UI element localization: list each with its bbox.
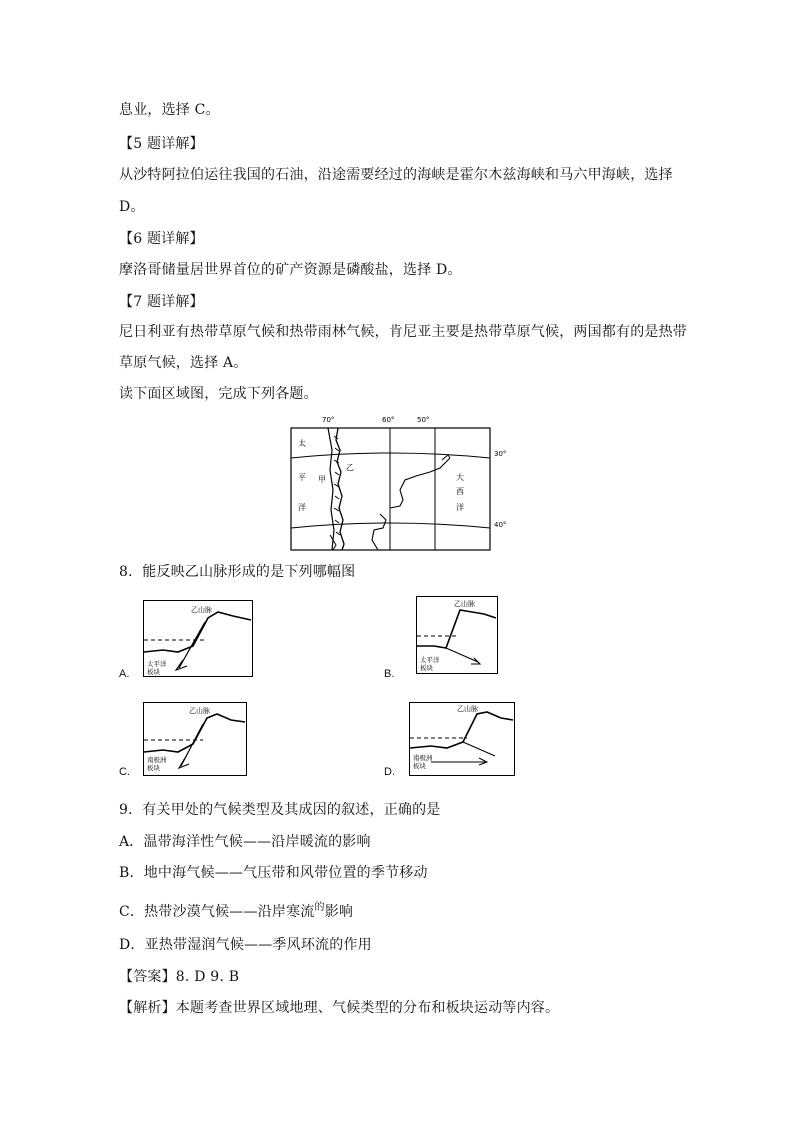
map-label-da: 大 <box>456 473 464 482</box>
question-9-option-c <box>119 902 353 924</box>
map-label-ping: 平 <box>298 473 306 482</box>
region-map <box>290 410 510 555</box>
lon-70-label: 70° <box>322 416 335 424</box>
section-heading-5: 【5 题详解】 <box>119 136 204 152</box>
question-9-option-b: B．地中海气候——气压带和风带位置的季节移动 <box>119 865 428 881</box>
mountain-label: 乙山脉 <box>191 606 212 614</box>
instruction-line: 读下面区域图，完成下列各题。 <box>119 386 318 402</box>
option-d-diagram <box>409 702 517 778</box>
option-a-letter: A. <box>119 668 130 680</box>
option-a-diagram <box>143 600 255 680</box>
map-label-tai: 太 <box>298 439 306 448</box>
lon-60-label: 60° <box>382 416 395 424</box>
mountain-label: 乙山脉 <box>457 705 478 713</box>
text-line: D。 <box>119 199 145 215</box>
plate-label: 太平洋 <box>420 656 440 664</box>
plate-label: 南极洲 <box>147 756 167 764</box>
plate-label: 南极洲 <box>413 754 433 762</box>
option-c-superscript: 的 <box>314 902 325 913</box>
map-label-yang2: 洋 <box>456 503 464 512</box>
map-label-jia: 甲 <box>318 475 326 484</box>
section-heading-7: 【7 题详解】 <box>119 294 204 310</box>
text-line: 从沙特阿拉伯运往我国的石油，沿途需要经过的海峡是霍尔木兹海峡和马六甲海峡，选择 <box>119 167 673 183</box>
option-c-letter: C. <box>119 766 130 778</box>
text-line: 息业，选择 C。 <box>119 102 220 118</box>
option-d-letter: D. <box>384 766 395 778</box>
plate-label: 太平洋 <box>147 660 167 668</box>
lat-40-label: 40° <box>494 521 507 529</box>
map-label-xi: 西 <box>456 487 464 496</box>
plate-label-2: 板块 <box>147 668 160 676</box>
mountain-label: 乙山脉 <box>189 707 210 715</box>
map-label-yi: 乙 <box>346 463 354 472</box>
lat-30-label: 30° <box>494 450 507 458</box>
option-c-text-end: 影响 <box>324 904 354 920</box>
option-c-diagram <box>143 702 249 778</box>
mountain-label: 乙山脉 <box>454 600 475 608</box>
question-8: 8．能反映乙山脉形成的是下列哪幅图 <box>119 564 356 580</box>
plate-label-2: 板块 <box>420 664 433 672</box>
text-line: 尼日利亚有热带草原气候和热带雨林气候，肯尼亚主要是热带草原气候，两国都有的是热带 <box>119 324 687 340</box>
plate-label-2: 板块 <box>147 764 160 772</box>
section-heading-6: 【6 题详解】 <box>119 231 204 247</box>
answer-line: 【答案】8. D 9. B <box>119 969 240 985</box>
option-c-text: C．热带沙漠气候——沿岸寒流 <box>119 904 315 920</box>
text-line: 摩洛哥储量居世界首位的矿产资源是磷酸盐，选择 D。 <box>119 262 462 278</box>
map-label-yang: 洋 <box>298 503 306 512</box>
question-9-option-a: A．温带海洋性气候——沿岸暖流的影响 <box>119 834 371 850</box>
plate-label-2: 板块 <box>413 762 426 770</box>
question-9-option-d: D．亚热带湿润气候——季风环流的作用 <box>119 937 372 953</box>
question-9: 9．有关甲处的气候类型及其成因的叙述，正确的是 <box>119 802 441 818</box>
analysis-line: 【解析】本题考查世界区域地理、气候类型的分布和板块运动等内容。 <box>119 1000 560 1016</box>
option-b-diagram <box>416 596 500 676</box>
text-line: 草原气候，选择 A。 <box>119 355 248 371</box>
lon-50-label: 50° <box>417 416 430 424</box>
option-b-letter: B. <box>384 668 395 680</box>
